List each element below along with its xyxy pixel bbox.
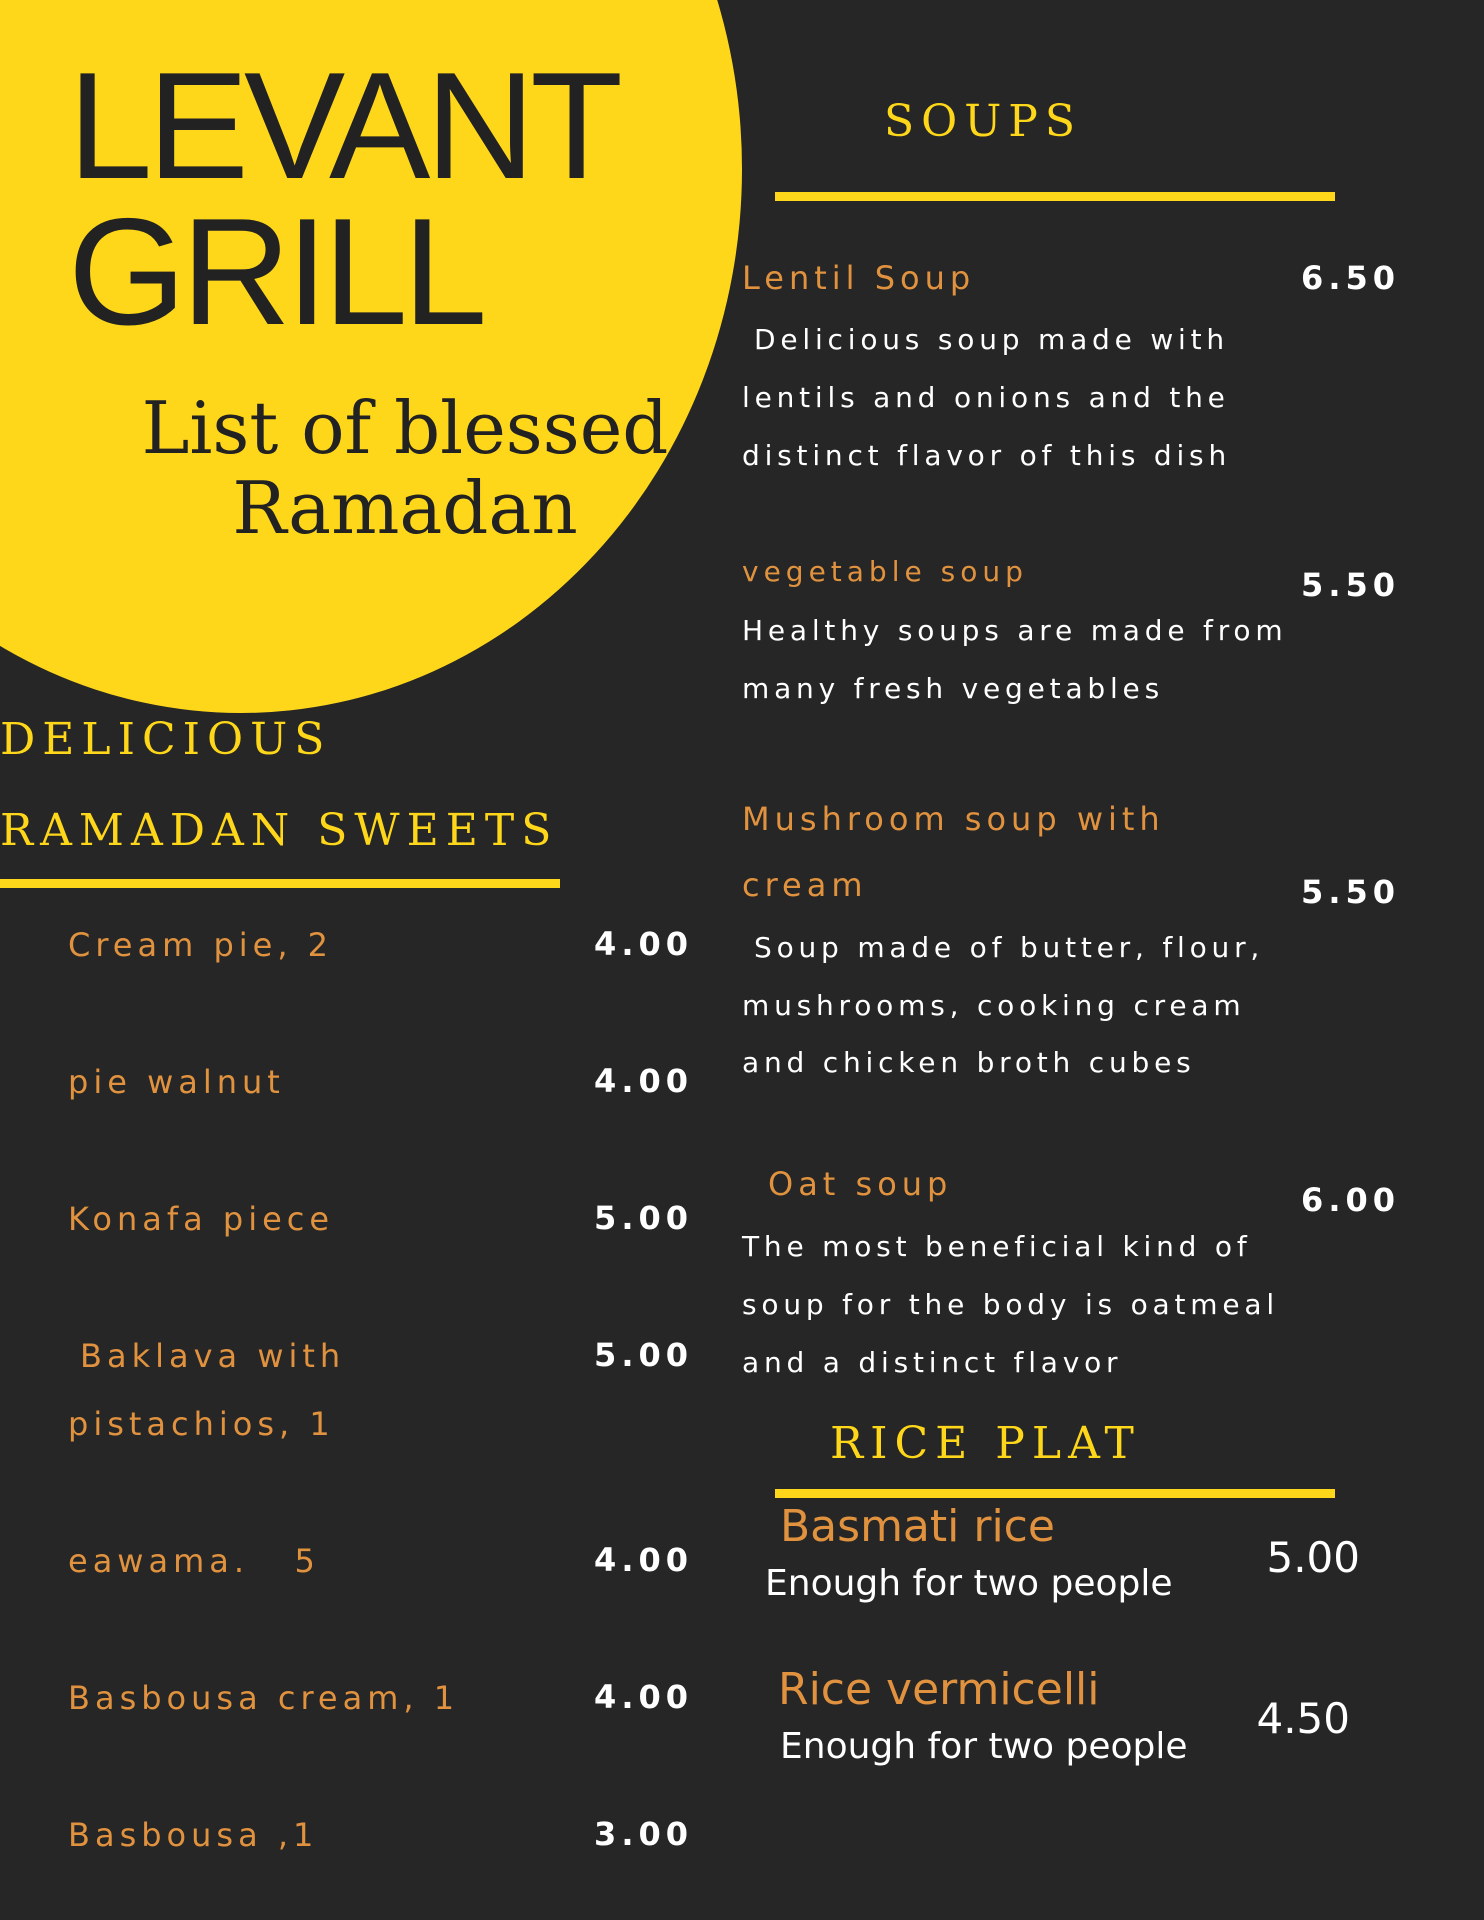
soup-item-name-line2: cream (742, 866, 868, 904)
soup-item-description: Soup made of butter, flour, (754, 931, 1265, 964)
sweet-item-name: pie walnut (68, 1063, 285, 1101)
rice-item-price: 5.00 (1266, 1533, 1360, 1582)
menu-subtitle-line2: Ramadan (232, 466, 578, 550)
sweets-heading-line1: DELICIOUS (0, 714, 332, 765)
soup-item-price: 5.50 (1301, 873, 1400, 911)
soup-item-description: distinct flavor of this dish (742, 439, 1231, 472)
menu-subtitle-line1: List of blessed (141, 386, 669, 470)
soup-item-name: Oat soup (768, 1165, 953, 1203)
soup-item-description: The most beneficial kind of (742, 1230, 1252, 1263)
soup-item-description: lentils and onions and the (742, 381, 1230, 414)
rice-item-price: 4.50 (1256, 1694, 1350, 1743)
soups-heading: SOUPS (884, 96, 1083, 147)
restaurant-name-line2: GRILL (68, 187, 483, 357)
sweet-item-name: Basbousa ,1 (68, 1816, 319, 1854)
soup-item-price: 5.50 (1301, 566, 1400, 604)
soup-item-description: Healthy soups are made from (742, 614, 1288, 647)
rice-heading: RICE PLAT (830, 1418, 1141, 1469)
menu-subtitle (110, 388, 700, 548)
rice-item-name: Basmati rice (780, 1501, 1055, 1552)
soup-item-price: 6.50 (1301, 259, 1400, 297)
soup-item-name: Lentil Soup (742, 259, 976, 297)
sweet-item-price: 5.00 (594, 1199, 693, 1237)
sweet-item-name: Cream pie, 2 (68, 926, 334, 964)
sweet-item-price: 5.00 (594, 1336, 693, 1374)
soup-item-price: 6.00 (1301, 1181, 1400, 1219)
restaurant-name-line1: LEVANT (68, 41, 619, 211)
rice-item-name: Rice vermicelli (778, 1664, 1100, 1715)
soups-heading-underline (775, 192, 1335, 201)
soup-item-description: and chicken broth cubes (742, 1046, 1196, 1079)
sweet-item-price: 4.00 (594, 1541, 693, 1579)
sweets-heading-line2: RAMADAN SWEETS (0, 805, 559, 856)
sweet-item-name: eawama. 5 (68, 1542, 320, 1580)
soup-item-description: and a distinct flavor (742, 1346, 1123, 1379)
soup-item-description: mushrooms, cooking cream (742, 989, 1246, 1022)
sweet-item-name: Baklava with (80, 1337, 346, 1375)
soup-item-description: Delicious soup made with (754, 323, 1229, 356)
sweet-item-price: 4.00 (594, 1678, 693, 1716)
sweet-item-price: 3.00 (594, 1815, 693, 1853)
sweet-item-price: 4.00 (594, 1062, 693, 1100)
rice-heading-underline (775, 1489, 1335, 1498)
rice-item-description: Enough for two people (780, 1726, 1188, 1767)
sweet-item-name: Basbousa cream, 1 (68, 1679, 460, 1717)
soup-item-description: many fresh vegetables (742, 672, 1164, 705)
sweet-item-name: Konafa piece (68, 1200, 335, 1238)
soup-item-description: soup for the body is oatmeal (742, 1288, 1279, 1321)
soup-item-name: Mushroom soup with (742, 800, 1165, 838)
sweet-item-name-line2: pistachios, 1 (68, 1405, 335, 1443)
sweets-heading-underline (0, 879, 560, 888)
rice-item-description: Enough for two people (765, 1563, 1173, 1604)
soup-item-name: vegetable soup (742, 555, 1028, 588)
sweet-item-price: 4.00 (594, 925, 693, 963)
